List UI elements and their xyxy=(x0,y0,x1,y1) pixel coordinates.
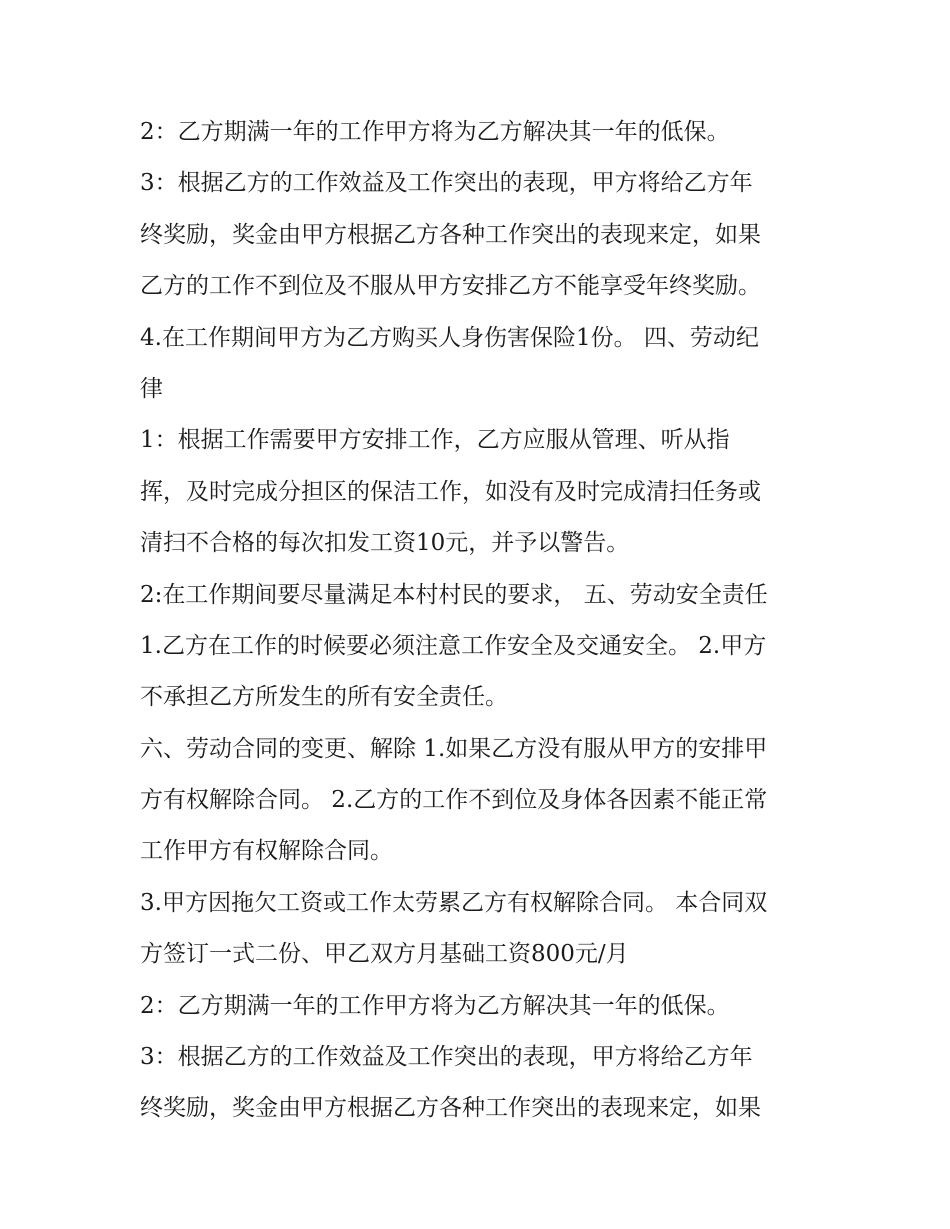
text-line: 清扫不合格的每次扣发工资10元，并予以警告。 xyxy=(140,530,630,557)
text-line: 挥，及时完成分担区的保洁工作，如没有及时完成清扫任务或 xyxy=(140,478,761,505)
text-line: 律 xyxy=(140,375,163,402)
text-line: 3：根据乙方的工作效益及工作突出的表现，甲方将给乙方年 xyxy=(140,1044,753,1071)
text-line: 方签订一式二份、甲乙双方月基础工资800元/月 xyxy=(140,941,629,968)
text-line: 工作甲方有权解除合同。 xyxy=(140,838,393,865)
text-line: 六、劳动合同的变更、解除 1.如果乙方没有服从甲方的安排甲 xyxy=(140,735,768,762)
text-line: 3.甲方因拖欠工资或工作太劳累乙方有权解除合同。 本合同双 xyxy=(140,889,768,916)
text-line: 2：乙方期满一年的工作甲方将为乙方解决其一年的低保。 xyxy=(140,119,730,145)
text-line: 1：根据工作需要甲方安排工作，乙方应服从管理、听从指 xyxy=(140,427,730,454)
text-line: 1.乙方在工作的时候要必须注意工作安全及交通安全。 2.甲方 xyxy=(140,632,767,659)
text-line: 3：根据乙方的工作效益及工作突出的表现，甲方将给乙方年 xyxy=(140,170,753,197)
text-line: 不承担乙方所发生的所有安全责任。 xyxy=(140,684,508,711)
text-line: 终奖励，奖金由甲方根据乙方各种工作突出的表现来定，如果 xyxy=(140,1095,761,1122)
text-line: 4.在工作期间甲方为乙方购买人身伤害保险1份。 四、劳动纪 xyxy=(140,324,759,351)
text-line: 乙方的工作不到位及不服从甲方安排乙方不能享受年终奖励。 xyxy=(140,273,761,300)
text-line: 方有权解除合同。 2.乙方的工作不到位及身体各因素不能正常 xyxy=(140,787,768,814)
text-line: 2：乙方期满一年的工作甲方将为乙方解决其一年的低保。 xyxy=(140,992,730,1019)
text-line: 终奖励，奖金由甲方根据乙方各种工作突出的表现来定，如果 xyxy=(140,221,761,248)
document-body xyxy=(140,107,820,1135)
text-line: 2:在工作期间要尽量满足本村村民的要求， 五、劳动安全责任 xyxy=(140,581,768,608)
